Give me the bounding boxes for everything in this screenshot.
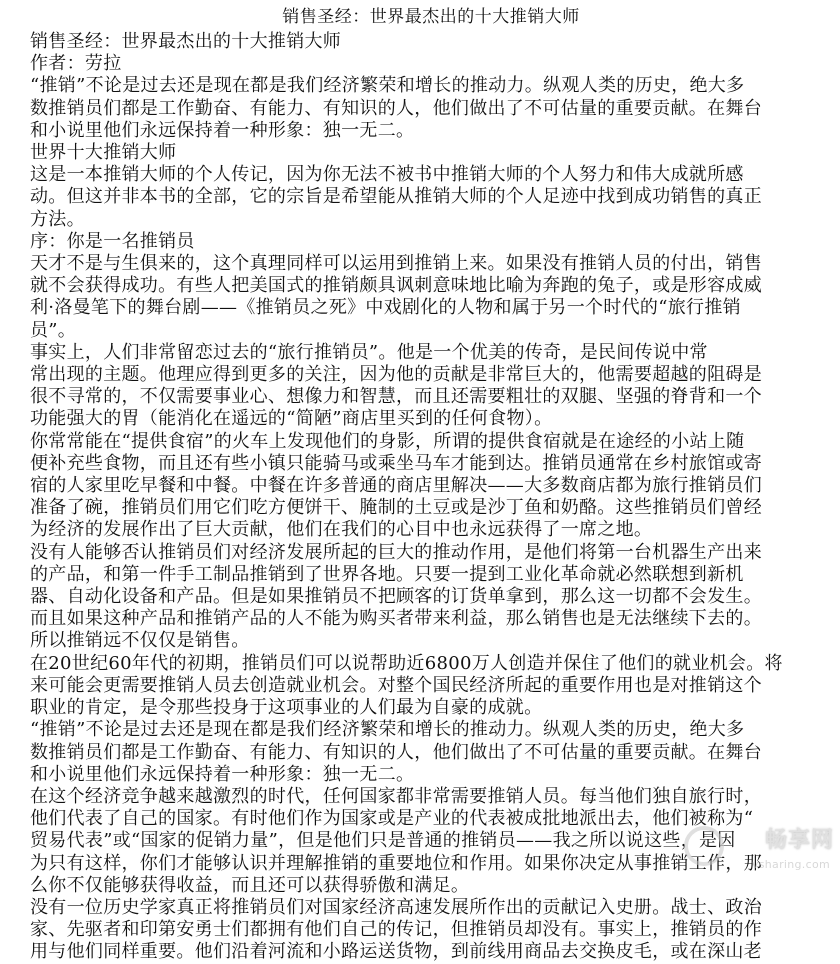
text-line: 你常常能在“提供食宿”的火车上发现他们的身影，所谓的提供食宿就是在途经的小站上随 — [30, 430, 745, 452]
text-line: 事实上，人们非常留恋过去的“旅行推销员”。他是一个优美的传奇，是民间传说中常 — [30, 341, 708, 363]
text-line: 动。但这并非本书的全部，它的宗旨是希望能从推销大师的个人足迹中找到成功销售的真正 — [30, 186, 762, 208]
text-line: 没有人能够否认推销员们对经济发展所起的巨大的推动作用，是他们将第一台机器生产出来 — [30, 541, 762, 563]
text-line: 没有一位历史学家真正将推销员们对国家经济高速发展所作出的贡献记入史册。战士、政治 — [30, 896, 762, 918]
text-line: 职业的肯定，是令那些投身于这项事业的人们最为自豪的成就。 — [30, 697, 543, 719]
text-line: 员”。 — [30, 319, 77, 341]
text-line: 和小说里他们永远保持着一种形象：独一无二。 — [30, 119, 415, 141]
text-line: 利·洛曼笔下的舞台剧——《推销员之死》中戏剧化的人物和属于另一个时代的“旅行推销 — [30, 297, 741, 319]
text-line: 世界十大推销大师 — [30, 142, 177, 164]
watermark-logo — [684, 822, 834, 876]
text-line: 数推销员们都是工作勤奋、有能力、有知识的人，他们做出了不可估量的重要贡献。在舞台 — [30, 741, 762, 763]
text-line: 销售圣经：世界最杰出的十大推销大师 — [30, 31, 342, 52]
watermark-url: vsharing.com — [751, 857, 830, 871]
text-line: 数推销员们都是工作勤奋、有能力、有知识的人，他们做出了不可估量的重要贡献。在舞台 — [30, 97, 762, 119]
text-line: 作者：劳拉 — [30, 53, 122, 75]
text-line: 便补充些食物，而且还有些小镇只能骑马或乘坐马车才能到达。推销员通常在乡村旅馆或寄 — [30, 452, 762, 474]
text-line: 很不寻常的，不仅需要事业心、想像力和智慧，而且还需要粗壮的双腿、坚强的脊背和一个 — [30, 386, 762, 408]
text-line: 序：你是一名推销员 — [30, 230, 195, 252]
text-line: 为经济的发展作出了巨大贡献，他们在我们的心目中也永远获得了一席之地。 — [30, 519, 653, 541]
text-line: “推销”不论是过去还是现在都是我们经济繁荣和增长的推动力。纵观人类的历史，绝大多 — [30, 75, 745, 97]
text-line: 用与他们同样重要。他们沿着河流和小路运送货物，到前线用商品去交换皮毛，或在深山老 — [30, 941, 762, 963]
text-line: 么你不仅能够获得收益，而且还可以获得骄傲和满足。 — [30, 874, 470, 896]
text-line: 而且如果这种产品和推销产品的人不能为购买者带来利益，那么销售也是无法继续下去的。 — [30, 608, 762, 630]
text-line: 宿的人家里吃早餐和中餐。中餐在许多普通的商店里解决——大多数商店都为旅行推销员们 — [30, 475, 762, 497]
text-line: 器、自动化设备和产品。但是如果推销员不把顾客的订货单拿到，那么这一切都不会发生。 — [30, 586, 762, 608]
text-line: “推销”不论是过去还是现在都是我们经济繁荣和增长的推动力。纵观人类的历史，绝大多 — [30, 719, 745, 741]
document-title: 销售圣经：世界最杰出的十大推销大师 — [282, 7, 580, 27]
text-line: 所以推销远不仅仅是销售。 — [30, 630, 250, 652]
text-line: 在20世纪60年代的初期，推销员们可以说帮助近6800万人创造并保住了他们的就业机会。将 — [30, 652, 783, 674]
text-line: 的产品，和第一件手工制品推销到了世界各地。只要一提到工业化革命就必然联想到新机 — [30, 563, 744, 585]
text-line: 功能强大的胃（能消化在遥远的“简陋”商店里买到的任何食物）。 — [30, 408, 553, 430]
watermark-text: 畅享网 — [764, 828, 834, 853]
text-line: 贸易代表”或“国家的促销力量”，但是他们只是普通的推销员——我之所以说这些，是因 — [30, 830, 736, 852]
text-line: 在这个经济竞争越来越激烈的时代，任何国家都非常需要推销人员。每当他们独自旅行时， — [30, 785, 762, 807]
text-line: 准备了碗，推销员们用它们吃方便饼干、腌制的土豆或是沙丁鱼和奶酪。这些推销员们曾经 — [30, 497, 762, 519]
text-line: 家、先驱者和印第安勇士们都拥有他们自己的传记，但推销员却没有。事实上，推销员的作 — [30, 919, 762, 941]
text-line: 和小说里他们永远保持着一种形象：独一无二。 — [30, 763, 415, 785]
text-line: 方法。 — [30, 208, 85, 230]
watermark-ring-icon — [684, 826, 724, 866]
text-line: 这是一本推销大师的个人传记，因为你无法不被书中推销大师的个人努力和伟大成就所感 — [30, 164, 744, 186]
text-line: 就不会获得成功。有些人把美国式的推销颇具讽刺意味地比喻为奔跑的兔子，或是形容成威 — [30, 275, 762, 297]
text-line: 常出现的主题。他理应得到更多的关注，因为他的贡献是非常巨大的，他需要超越的阻碍是 — [30, 364, 762, 386]
text-line: 他们代表了自己的国家。有时他们作为国家或是产业的代表被成批地派出去，他们被称为“ — [30, 808, 754, 830]
text-line: 天才不是与生俱来的，这个真理同样可以运用到推销上来。如果没有推销人员的付出，销售 — [30, 253, 762, 275]
text-line: 来可能会更需要推销人员去创造就业机会。对整个国民经济所起的重要作用也是对推销这个 — [30, 674, 762, 696]
text-line: 为只有这样，你们才能够认识并理解推销的重要地位和作用。如果你决定从事推销工作，那 — [30, 852, 762, 874]
